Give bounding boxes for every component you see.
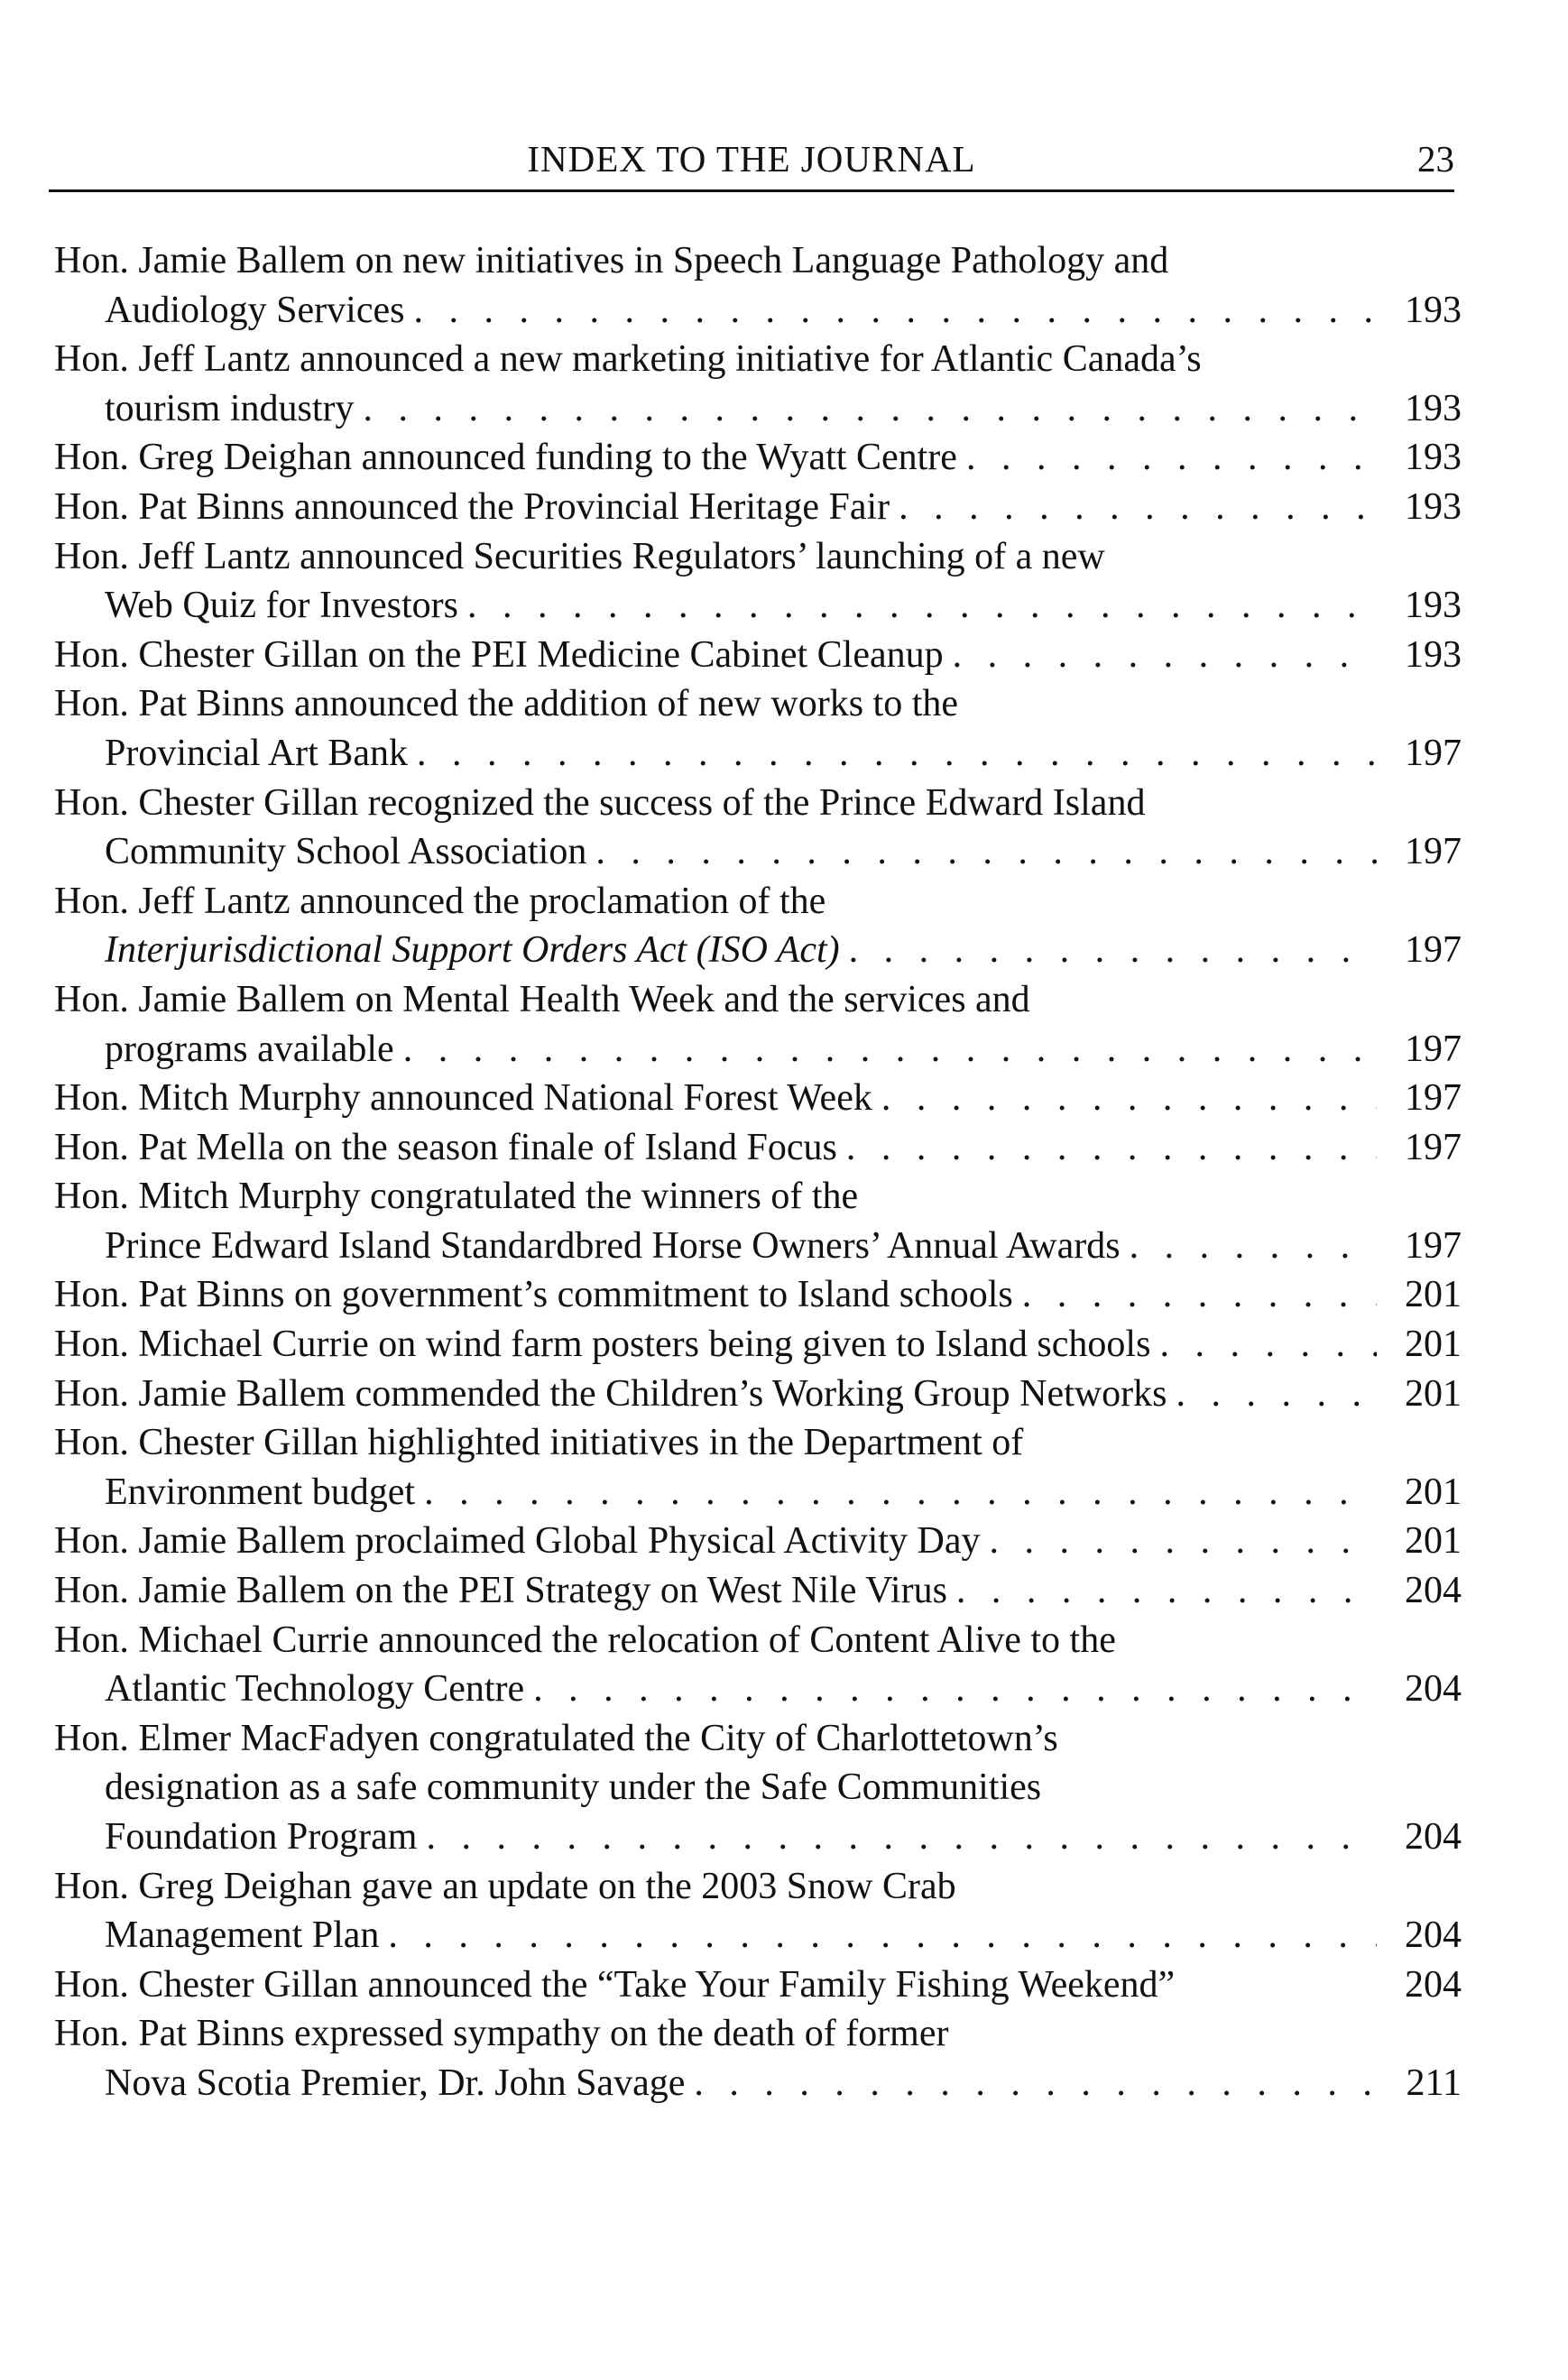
index-entry	[54, 1566, 1462, 1616]
index-entry	[54, 532, 1462, 631]
header-page-number: 23	[1417, 138, 1454, 180]
dot-leader	[533, 1665, 1377, 1714]
index-entry-continuation	[54, 1222, 1462, 1271]
index-entry-line	[54, 335, 1462, 384]
index-entry-text: Hon. Mitch Murphy congratulated the winners of the	[54, 1176, 859, 1218]
index-entry-page: 197	[1405, 831, 1462, 873]
index-entry-text: Hon. Pat Binns announced the Provincial Heritage Fair	[54, 485, 890, 528]
index-entry	[54, 1517, 1462, 1566]
dot-leader	[899, 483, 1377, 532]
dot-leader	[846, 1123, 1377, 1173]
dot-leader	[694, 2059, 1377, 2108]
index-entry-text: Foundation Program	[105, 1816, 418, 1858]
index-entry	[54, 335, 1462, 433]
index-entry-text: Hon. Greg Deighan gave an update on the 2003 Snow Crab	[54, 1865, 956, 1907]
index-entry-text: Hon. Greg Deighan announced funding to the Wyatt Centre	[54, 437, 957, 479]
index-entry-text: Management Plan	[105, 1914, 380, 1957]
index-entry-line	[54, 1517, 1462, 1566]
index-entry	[54, 1616, 1462, 1714]
index-entry	[54, 1320, 1462, 1370]
index-entry-continuation	[54, 1665, 1462, 1714]
index-entry-text: Hon. Michael Currie on wind farm posters being given to Island schools	[54, 1324, 1151, 1366]
index-entry-text: programs available	[105, 1028, 394, 1070]
index-entry-page: 197	[1405, 732, 1462, 774]
index-entry	[54, 1123, 1462, 1173]
index-entry-page: 197	[1405, 1028, 1462, 1070]
index-entry-line	[54, 1172, 1462, 1222]
index-entry-page: 211	[1406, 2062, 1462, 2104]
dot-leader	[966, 433, 1377, 483]
index-entry-text: Hon. Pat Mella on the season finale of Island Focus	[54, 1126, 837, 1168]
index-entry	[54, 483, 1462, 532]
index-entry-line	[54, 877, 1462, 927]
running-header	[49, 137, 1454, 192]
dot-leader	[424, 1468, 1377, 1517]
index-entry-continuation	[54, 827, 1462, 877]
index-entry-page: 204	[1405, 1570, 1462, 1612]
index-entry-continuation	[54, 1763, 1462, 1813]
index-entry-text: Hon. Pat Binns announced the addition of new works to the	[54, 683, 959, 725]
dot-leader	[1130, 1222, 1377, 1271]
dot-leader	[1176, 1370, 1377, 1419]
dot-leader	[1159, 1320, 1377, 1370]
index-entry-continuation	[54, 286, 1462, 336]
index-entry-page: 197	[1405, 929, 1462, 972]
index-entry	[54, 236, 1462, 335]
dot-leader	[364, 384, 1377, 434]
index-entry-text: Hon. Jeff Lantz announced a new marketing initiative for Atlantic Canada’s	[54, 338, 1202, 381]
dot-leader	[467, 581, 1377, 631]
index-entry-page: 193	[1405, 585, 1462, 627]
index-entry-text: Hon. Jeff Lantz announced Securities Regulators’ launching of a new	[54, 535, 1105, 577]
index-entry-text: Web Quiz for Investors	[105, 585, 459, 627]
index-entry-continuation	[54, 926, 1462, 975]
index-entry	[54, 433, 1462, 483]
index-entry-page: 201	[1405, 1274, 1462, 1316]
index-entry-page: 201	[1405, 1324, 1462, 1366]
index-entry-line	[54, 679, 1462, 729]
dot-leader	[849, 926, 1377, 975]
index-entry-text: Atlantic Technology Centre	[105, 1668, 525, 1711]
index-entry-text: Hon. Elmer MacFadyen congratulated the City of Charlottetown’s	[54, 1717, 1058, 1759]
index-entry	[54, 1074, 1462, 1123]
index-entry-text: Environment budget	[105, 1471, 416, 1513]
dot-leader	[388, 1911, 1377, 1960]
index-entry	[54, 2009, 1462, 2108]
index-entry-page: 193	[1405, 437, 1462, 479]
index-entry-continuation	[54, 729, 1462, 779]
index-entry-line	[54, 433, 1462, 483]
dot-leader	[403, 1025, 1377, 1075]
index-entry-text: Hon. Chester Gillan recognized the success of the Prince Edward Island	[54, 781, 1146, 824]
index-entry	[54, 631, 1462, 680]
index-entry-text: designation as a safe community under the Safe Communities	[105, 1767, 1042, 1809]
index-entry-page: 193	[1405, 387, 1462, 429]
index-entry-page: 204	[1405, 1914, 1462, 1957]
index-entry-page: 204	[1405, 1668, 1462, 1711]
index-entry-page: 204	[1405, 1963, 1462, 2006]
index-entry-continuation	[54, 1813, 1462, 1862]
dot-leader	[1022, 1270, 1377, 1320]
index-entry-text: Hon. Michael Currie announced the relocation of Content Alive to the	[54, 1619, 1116, 1661]
index-entry-text: Hon. Jamie Ballem on the PEI Strategy on West Nile Virus	[54, 1570, 947, 1612]
index-entry	[54, 877, 1462, 975]
dot-leader	[595, 827, 1377, 877]
index-entry-continuation	[54, 1468, 1462, 1517]
index-entry-text: Hon. Mitch Murphy announced National Forest Week	[54, 1077, 872, 1120]
index-entry-text: tourism industry	[105, 387, 355, 429]
index-entry-page: 201	[1405, 1372, 1462, 1415]
index-entry-line	[54, 1123, 1462, 1173]
index-entry	[54, 779, 1462, 877]
index-entry-line	[54, 975, 1462, 1025]
index-entry-line	[54, 1616, 1462, 1665]
dot-leader	[413, 286, 1377, 336]
index-entry-line	[54, 1862, 1462, 1912]
index-entry-list	[54, 236, 1462, 2108]
dot-leader	[881, 1074, 1377, 1123]
index-entry	[54, 1714, 1462, 1862]
index-entry-line	[54, 1418, 1462, 1468]
index-entry-page: 193	[1405, 633, 1462, 676]
index-entry-line	[54, 1714, 1462, 1764]
index-entry-text: Hon. Chester Gillan announced the “Take Your Family Fishing Weekend”	[54, 1963, 1176, 2006]
index-entry-page: 193	[1405, 485, 1462, 528]
index-entry-page: 193	[1405, 289, 1462, 331]
index-entry-line	[54, 483, 1462, 532]
index-entry-continuation	[54, 1025, 1462, 1075]
index-entry-page: 201	[1405, 1471, 1462, 1513]
index-entry-page: 197	[1405, 1126, 1462, 1168]
index-entry	[54, 1862, 1462, 1960]
index-entry-page: 201	[1405, 1520, 1462, 1563]
index-entry-page: 197	[1405, 1077, 1462, 1120]
index-entry-text: Prince Edward Island Standardbred Horse Owners’ Annual Awards	[105, 1224, 1121, 1267]
index-entry-line	[54, 631, 1462, 680]
index-entry-text: Community School Association	[105, 831, 587, 873]
index-entry-line	[54, 779, 1462, 828]
index-entry-line	[54, 1960, 1462, 2010]
dot-leader	[989, 1517, 1377, 1566]
index-entry-text: Hon. Jeff Lantz announced the proclamation of the	[54, 880, 826, 922]
index-entry	[54, 1418, 1462, 1517]
index-entry-line	[54, 532, 1462, 582]
index-entry-line	[54, 2009, 1462, 2059]
index-entry	[54, 1960, 1462, 2010]
index-entry-continuation	[54, 2059, 1462, 2108]
index-entry	[54, 679, 1462, 778]
index-entry-line	[54, 1320, 1462, 1370]
index-entry	[54, 975, 1462, 1074]
index-entry-text: Interjurisdictional Support Orders Act (ISO Act)	[105, 929, 840, 972]
index-entry-continuation	[54, 384, 1462, 434]
index-entry-text: Hon. Chester Gillan highlighted initiatives in the Department of	[54, 1422, 1024, 1464]
index-entry-text: Audiology Services	[105, 289, 405, 331]
index-entry	[54, 1172, 1462, 1270]
index-entry-text: Hon. Jamie Ballem proclaimed Global Physical Activity Day	[54, 1520, 981, 1563]
index-entry-line	[54, 1370, 1462, 1419]
dot-leader	[956, 1566, 1377, 1616]
index-entry-continuation	[54, 581, 1462, 631]
index-entry-text: Hon. Jamie Ballem commended the Children’s Working Group Networks	[54, 1372, 1167, 1415]
index-entry-line	[54, 1566, 1462, 1616]
dot-leader	[417, 729, 1377, 779]
index-entry-continuation	[54, 1911, 1462, 1960]
index-entry-line	[54, 1074, 1462, 1123]
dot-leader	[953, 631, 1377, 680]
index-entry-line	[54, 1270, 1462, 1320]
index-entry-text: Hon. Chester Gillan on the PEI Medicine Cabinet Cleanup	[54, 633, 944, 676]
index-entry-text: Hon. Jamie Ballem on new initiatives in Speech Language Pathology and	[54, 240, 1169, 281]
header-title: INDEX TO THE JOURNAL	[527, 138, 976, 180]
dot-leader	[426, 1813, 1377, 1862]
index-entry	[54, 1370, 1462, 1419]
index-entry-text: Hon. Pat Binns expressed sympathy on the death of former	[54, 2013, 949, 2055]
index-entry-text: Provincial Art Bank	[105, 732, 408, 774]
index-entry-page: 197	[1405, 1224, 1462, 1267]
index-entry-text: Nova Scotia Premier, Dr. John Savage	[105, 2062, 686, 2104]
index-entry-text: Hon. Pat Binns on government’s commitment to Island schools	[54, 1274, 1013, 1316]
index-entry-page: 204	[1405, 1816, 1462, 1858]
index-entry-text: Hon. Jamie Ballem on Mental Health Week and the services and	[54, 978, 1030, 1020]
index-entry-line	[54, 236, 1462, 286]
index-entry	[54, 1270, 1462, 1320]
